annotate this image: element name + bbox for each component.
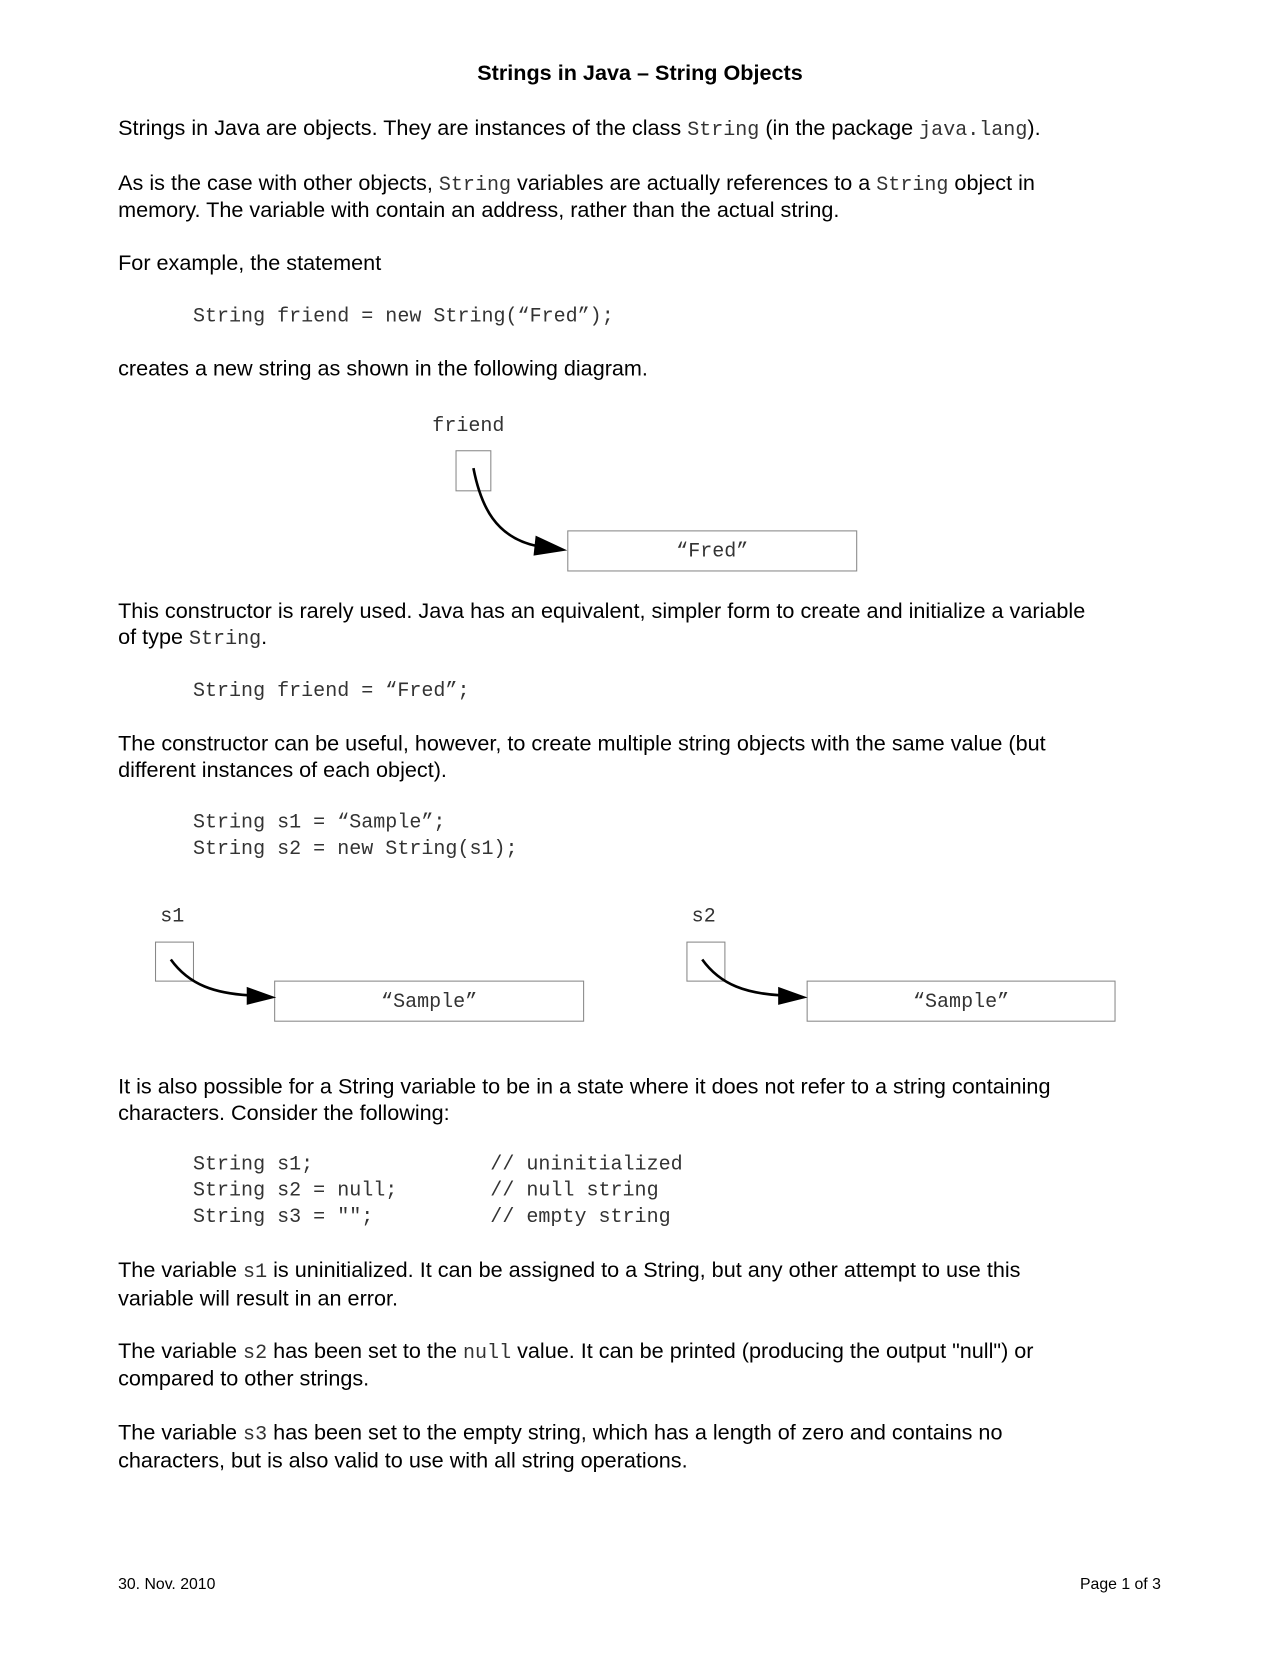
text: The variable <box>118 1257 244 1283</box>
paragraph-6: The constructor can be useful, however, to create multiple string objects with the same value (but <box>118 731 1046 757</box>
paragraph-10 <box>118 1420 1002 1446</box>
inline-code: String <box>876 172 949 197</box>
paragraph-4: creates a new string as shown in the following diagram. <box>118 356 648 381</box>
text: The variable <box>118 1420 244 1445</box>
code-line: String s1 = “Sample”; <box>192 810 446 835</box>
code-block-2: String friend = “Fred”; <box>192 679 470 703</box>
code-line: String s3 = ""; <box>192 1205 374 1229</box>
paragraph-8-line-2: variable will result in an error. <box>118 1286 399 1311</box>
text: of type <box>118 625 190 650</box>
inline-code: String <box>438 172 512 197</box>
paragraph-9-line-2: compared to other strings. <box>118 1366 370 1391</box>
paragraph-7: It is also possible for a String variable to be in a state where it does not refer to a string containing <box>118 1074 1051 1099</box>
text: . <box>261 625 268 650</box>
paragraph-6-line-2: different instances of each object). <box>118 758 447 783</box>
paragraph-9 <box>118 1339 1033 1365</box>
text: As is the case with other objects, <box>118 170 439 196</box>
reference-arrow-friend <box>473 468 537 546</box>
inline-code: String <box>189 627 262 651</box>
inline-code: null <box>462 1341 512 1365</box>
variable-label-friend: friend <box>432 414 505 438</box>
code-line: String s2 = new String(s1); <box>192 837 518 861</box>
paragraph-2-line-2: memory. The variable with contain an address, rather than the actual string. <box>118 198 840 223</box>
text: object in <box>948 170 1035 196</box>
footer-date: 30. Nov. 2010 <box>118 1575 216 1594</box>
text: ). <box>1027 115 1041 141</box>
inline-code: String <box>687 118 760 142</box>
variable-label-s2: s2 <box>691 904 716 928</box>
inline-code: s1 <box>243 1260 268 1284</box>
arrowhead <box>534 536 568 556</box>
paragraph-10-line-2: characters, but is also valid to use with all string operations. <box>118 1448 688 1473</box>
footer-page-number: Page 1 of 3 <box>1079 1575 1161 1594</box>
code-line: String s1; <box>192 1152 314 1176</box>
text: (in the package <box>759 115 920 141</box>
string-object-sample-1: “Sample” <box>274 981 584 1022</box>
code-line: String s2 = null; <box>192 1178 398 1203</box>
reference-arrow-s1 <box>171 960 249 996</box>
paragraph-8 <box>118 1258 1020 1284</box>
variable-label-s1: s1 <box>160 904 185 928</box>
arrowhead <box>778 987 808 1005</box>
arrowhead <box>247 987 277 1005</box>
paragraph-5: This constructor is rarely used. Java has an equivalent, simpler form to create and initialize a variable <box>118 598 1086 624</box>
page-title: Strings in Java – String Objects <box>477 61 803 86</box>
inline-code: s2 <box>243 1341 268 1365</box>
text: value. It can be printed (producing the output "null") or <box>511 1339 1034 1364</box>
inline-code: s3 <box>243 1422 268 1446</box>
code-comment: // empty string <box>490 1205 671 1229</box>
text: The variable <box>118 1339 244 1364</box>
text: variables are actually references to a <box>511 170 877 196</box>
string-object-sample-2: “Sample” <box>807 981 1116 1022</box>
code-comment: // uninitialized <box>490 1152 683 1176</box>
text: is uninitialized. It can be assigned to a String, but any other attempt to use this <box>267 1257 1021 1283</box>
code-block-1: String friend = new String(“Fred”); <box>192 304 614 328</box>
text: has been set to the <box>267 1339 463 1364</box>
inline-code: java.lang <box>919 118 1028 142</box>
reference-arrow-s2 <box>702 960 780 996</box>
paragraph-7-line-2: characters. Consider the following: <box>118 1100 450 1126</box>
code-comment: // null string <box>490 1178 659 1203</box>
paragraph-3: For example, the statement <box>118 250 382 276</box>
string-object-fred: “Fred” <box>567 530 857 571</box>
text: has been set to the empty string, which has a length of zero and contains no <box>267 1420 1003 1445</box>
text: Strings in Java are objects. They are instances of the class <box>118 115 688 141</box>
